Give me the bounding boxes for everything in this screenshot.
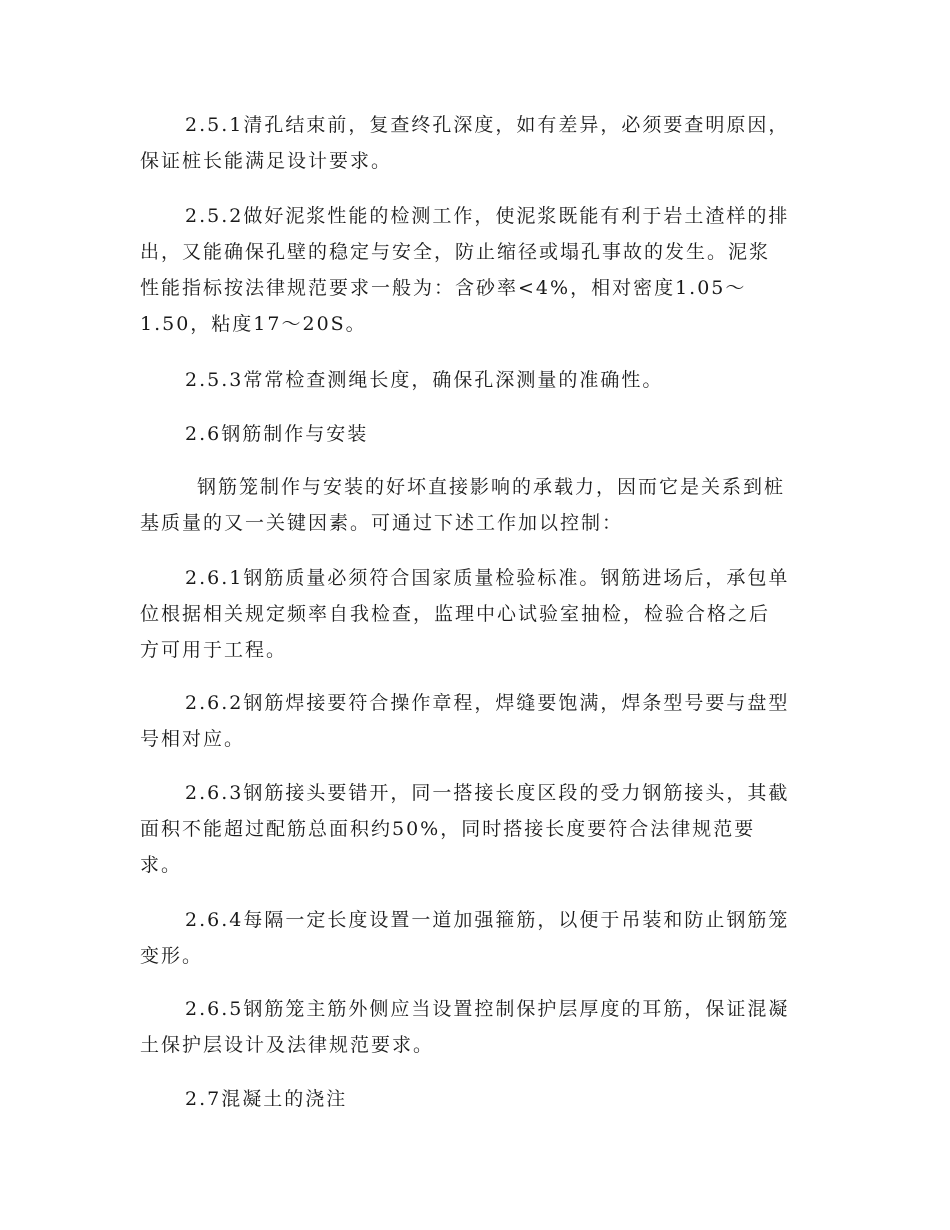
paragraph-line: 2.6.5钢筋笼主筋外侧应当设置控制保护层厚度的耳筋，保证混凝: [185, 998, 790, 1020]
paragraph-2-5-3: [140, 362, 810, 398]
paragraph-line: 号相对应。: [140, 728, 246, 750]
paragraph-line: 性能指标按法律规范要求一般为：含砂率<4%，相对密度1.05～: [140, 277, 747, 299]
paragraph-line: 2.5.2做好泥浆性能的检测工作，使泥浆既能有利于岩土渣样的排: [185, 205, 790, 227]
paragraph-line: 2.5.1清孔结束前，复查终孔深度，如有差异，必须要查明原因，: [185, 114, 790, 136]
paragraph-line: 保证桩长能满足设计要求。: [140, 150, 393, 172]
paragraph-line: 方可用于工程。: [140, 639, 288, 661]
paragraph-2-6-intro: [140, 469, 810, 541]
section-heading-2-6: 2.6钢筋制作与安装: [185, 423, 369, 445]
paragraph-2-6-3: [140, 775, 810, 883]
paragraph-line: 基质量的又一关键因素。可通过下述工作加以控制：: [140, 512, 624, 534]
paragraph-line: 2.6.1钢筋质量必须符合国家质量检验标准。钢筋进场后，承包单: [185, 567, 790, 589]
paragraph-line: 2.6.4每隔一定长度设置一道加强箍筋，以便于吊装和防止钢筋笼: [185, 909, 790, 931]
paragraph-line: 求。: [140, 854, 183, 876]
paragraph-line: 出，又能确保孔壁的稳定与安全，防止缩径或塌孔事故的发生。泥浆: [140, 241, 771, 263]
paragraph-line: 钢筋笼制作与安装的好坏直接影响的承载力，因而它是关系到桩: [197, 476, 786, 498]
section-heading-2-7: 2.7混凝土的浇注: [185, 1088, 348, 1110]
paragraph-line: 2.5.3常常检查测绳长度，确保孔深测量的准确性。: [185, 369, 664, 391]
paragraph-2-6-2: [140, 685, 810, 757]
paragraph-line: 2.6.3钢筋接头要错开，同一搭接长度区段的受力钢筋接头，其截: [185, 782, 790, 804]
paragraph-line: 位根据相关规定频率自我检查，监理中心试验室抽检，检验合格之后: [140, 603, 771, 625]
paragraph-2-6-4: [140, 902, 810, 974]
paragraph-line: 土保护层设计及法律规范要求。: [140, 1034, 435, 1056]
paragraph-2-6-1: [140, 560, 810, 668]
paragraph-line: 2.6.2钢筋焊接要符合操作章程，焊缝要饱满，焊条型号要与盘型: [185, 692, 790, 714]
paragraph-line: 变形。: [140, 945, 204, 967]
paragraph-2-5-2: [140, 198, 810, 342]
paragraph-line: 1.50，粘度17～20S。: [140, 313, 367, 335]
paragraph-2-5-1: [140, 107, 810, 179]
paragraph-2-6-5: [140, 991, 810, 1063]
paragraph-line: 面积不能超过配筋总面积约50%，同时搭接长度要符合法律规范要: [140, 818, 756, 840]
